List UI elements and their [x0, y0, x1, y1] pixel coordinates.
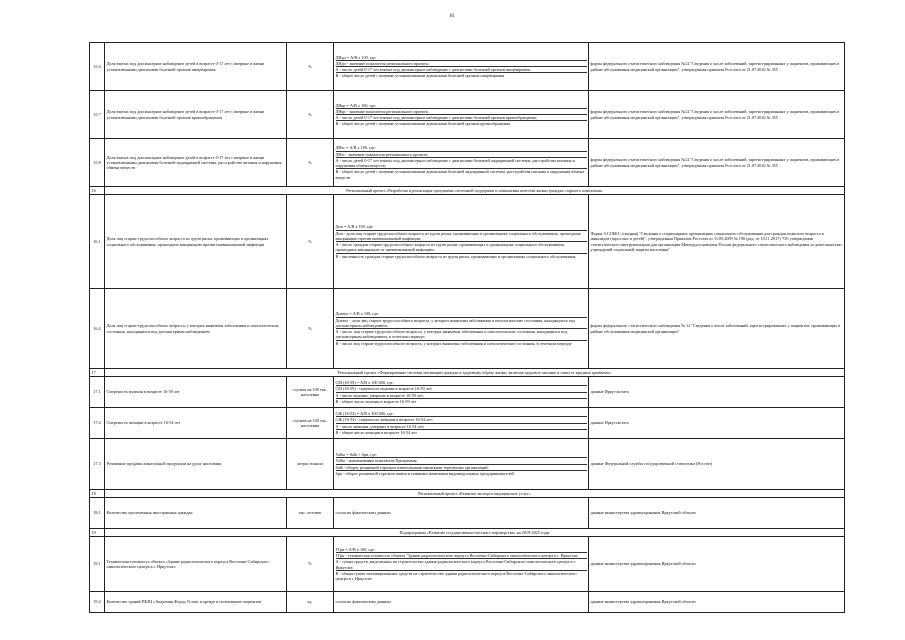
indicator-formula [334, 43, 589, 91]
indicator-unit: % [287, 139, 334, 187]
section-number: 19 [90, 529, 105, 537]
indicator-formula [334, 289, 589, 369]
section-title: Подпрограмма «Развитие государственно-частного партнерства» на 2019-2025 годы [105, 529, 845, 537]
row-number: 17.3 [90, 439, 105, 490]
formula-line: ТГрк - техническая готовность объекта "Здание радиологического корпуса Восточно-Сибирского онкологического центра в г. Иркутске; [336, 552, 587, 558]
table-row [90, 195, 845, 289]
indicators-table [89, 42, 845, 613]
data-source: данные Иркутскстата [589, 408, 845, 439]
formula-line: В - общее число женщин в возрасте 16-54 лет [336, 429, 587, 435]
indicator-unit: % [287, 195, 334, 289]
formula-line: Spn - оборот розничной торговли пивом и пивными напитками индивидуальных предпринимателей [336, 470, 587, 476]
table-row [90, 377, 845, 408]
section-number: 18 [90, 490, 105, 498]
row-number: 15.6 [90, 43, 105, 91]
indicator-unit: % [287, 289, 334, 369]
data-source: форма федерального статистического наблюдения №12 "Сведения о числе заболеваний, зарегистрированных у пациентов, проживающих в районе обслуживания медицинской организации", утвержденная приказом Росстата от 21.07.2016 № 355 [589, 91, 845, 139]
indicator-formula [334, 195, 589, 289]
indicator-formula [334, 139, 589, 187]
table-row [90, 408, 845, 439]
indicator-formula [334, 498, 589, 529]
data-source: форма федерального статистического наблюдения № 12 "Сведения о числе заболеваний, зарегистрированных у пациентов, проживающих в районе обслуживания медицинской организации" [589, 289, 845, 369]
page-number: 81 [450, 14, 455, 19]
formula-line: ДНдп - значение показателя регионального проекта; [336, 60, 587, 66]
indicator-name: Смертность женщин в возрасте 16-54 лет [105, 408, 287, 439]
formula-line: А - число детей 0-17 лет взятых под диспансерное наблюдение с диагнозами болезней эндокринной системы, расстройства питания и нарушения обмена веществ; [336, 157, 587, 169]
formula-line: согласно фактическим данным [335, 599, 391, 605]
section-number: 16 [90, 187, 105, 195]
section-title: Региональный проект «Формирование системы мотивации граждан к здоровому образу жизни, включая здоровое питание и отказ от вредных привычек» [105, 369, 845, 377]
formula-line: А - число граждан старше трудоспособного возраста из групп риска, проживающих в организациях социального обслуживания, прошедших вакцинацию от пневмококковой инфекции; [336, 241, 587, 253]
indicator-name: Доля лиц старше трудоспособного возраста, у которых выявлены заболевания и патологические состояния, находящихся под диспансерным наблюдением [105, 289, 287, 369]
table-row [90, 439, 845, 490]
section-row [90, 369, 845, 377]
row-number: 18.1 [90, 498, 105, 529]
indicator-name: Доля взятых под диспансерное наблюдение детей в возрасте 0-17 лет с впервые в жизни установленными диагнозами болезней органов кровообращения [105, 91, 287, 139]
row-number: 17.1 [90, 377, 105, 408]
indicator-name: Количество зданий ПБЗЦ «Академик Федор Углов» в аренде и пользование пациентов [105, 592, 287, 613]
indicator-name: Количество пролеченных иностранных граждан [105, 498, 287, 529]
row-number: 15.8 [90, 139, 105, 187]
indicator-unit: % [287, 537, 334, 592]
formula-line: В - общая сумма запланированных средств на строительство здания радиологического корпуса Восточно-Сибирского онкологического центра в г. Иркутске [336, 570, 587, 582]
indicator-unit: тыс. человек [287, 498, 334, 529]
indicator-unit: случаев на 100 тыс. населения [287, 408, 334, 439]
data-source: форма федерального статистического наблюдения №12 "Сведения о числе заболеваний, зарегистрированных у пациентов, проживающих в районе обслуживания медицинской организации", утвержденная приказом Росстата от 21.07.2016 № 355 [589, 139, 845, 187]
section-row [90, 490, 845, 498]
formula-line: А - число женщин, умерших в возрасте 16-54 лет; [336, 423, 587, 429]
formula-line: Дпп = А/В х 100, где: [335, 224, 374, 230]
table-row [90, 91, 845, 139]
indicator-unit: литры этанола [287, 439, 334, 490]
indicator-formula [334, 377, 589, 408]
row-number: 15.7 [90, 91, 105, 139]
formula-line: ДНкр = А/В х 100, где: [335, 102, 377, 108]
indicator-formula [334, 537, 589, 592]
formula-line: ДНкр - значение показателя регионального проекта; [336, 108, 587, 114]
section-title: Региональный проект «Разработка и реализация программы системной поддержки и повышения качества жизни граждан старшего поколения» [105, 187, 845, 195]
formula-line: А - сумма средств, выделенных на строительство здания радиологического корпуса Восточно-Сибирского онкологического центра в г. Иркутске; [336, 558, 587, 570]
formula-line: В - общее число детей с впервые установленными диагнозами болезней органов пищеварения [336, 72, 587, 78]
formula-line: А - число лиц старше трудоспособного возраста, у которых выявлены заболевания и патологические состояния, находящихся под диспансерным наблюдением, в отчетном периоде; [336, 328, 587, 340]
indicator-name: Техническая готовность объекта «Здание радиологического корпуса Восточно-Сибирского онкологического центра в г. Иркутске» [105, 537, 287, 592]
formula-line: В - численность граждан старше трудоспособного возраста из групп риска, проживающих в организациях социального обслуживания [336, 253, 587, 259]
formula-line: Valko - наименование показателя Программы; [336, 457, 587, 463]
formula-line: А - число мужчин, умерших в возрасте 16-59 лет; [336, 392, 587, 398]
formula-line: В - число лиц старше трудоспособного возраста, у которых выявлены заболевания и патологические состояния, в отчетном периоде [336, 340, 587, 346]
formula-line: ТГрк = А/В х 100, где: [335, 546, 376, 552]
formula-line: Valko = Salk + Spn, где: [335, 452, 377, 457]
table-row [90, 592, 845, 613]
data-source: данные Федеральной службы государственной статистики (Росстат) [589, 439, 845, 490]
data-source: данные министерства здравоохранения Иркутской области [589, 498, 845, 529]
table-row [90, 139, 845, 187]
formula-line: СМ (16-59) = А/В х 100 000, где: [335, 380, 394, 385]
indicator-formula [334, 91, 589, 139]
indicator-formula [334, 592, 589, 613]
row-number: 16.1 [90, 195, 105, 289]
formula-line: СЖ (16-54) = А/В х 100 000, где: [335, 411, 394, 416]
section-title: Региональный проект «Развитие экспорта медицинских услуг» [105, 490, 845, 498]
row-number: 19.2 [90, 592, 105, 613]
data-source: форма федерального статистического наблюдения №12 "Сведения о числе заболеваний, зарегистрированных у пациентов, проживающих в районе обслуживания медицинской организации", утвержденная приказом Росстата от 21.07.2016 № 355 [589, 43, 845, 91]
formula-line: ДНэс - значение показателя регионального проекта; [336, 151, 587, 157]
data-source: Форма 3-СОБЕС (сводная) "Сведения о стационарных организациях социального обслуживания для граждан пожилого возраста и инвалидов (взрослых и детей)", утвержденная Приказом Росстата от 11.09.2009 № 196 (ред. от 10.11.2017) "Об утверждении статистического инструментария для организации Минтрудсоцзащиты России федерального статистического наблюдения за деятельностью учреждений социальной защиты населения" [589, 195, 845, 289]
section-number: 17 [90, 369, 105, 377]
table-row [90, 289, 845, 369]
formula-line: Дпатол - доля лиц старше трудоспособного возраста, у которых выявлены заболевания и патологические состояния, находящихся под диспансерным наблюдением; [336, 317, 587, 329]
formula-line: А - число детей 0-17 лет взятых под диспансерное наблюдение с диагнозами болезней органов пищеварения; [336, 66, 587, 72]
formula-line: СМ (16-59) - смертность мужчин в возрасте 16-59 лет; [336, 385, 587, 391]
formula-line: А - число детей 0-17 лет взятых под диспансерное наблюдение с диагнозами болезней органов кровообращения; [336, 114, 587, 120]
row-number: 19.1 [90, 537, 105, 592]
indicator-name: Доля взятых под диспансерное наблюдение детей в возрасте 0-17 лет с впервые в жизни установленными диагнозами болезней органов пищеварения [105, 43, 287, 91]
formula-line: Salk - оборот розничной торговли алкогольными напитками торгующих организаций; [336, 464, 587, 470]
indicator-unit: % [287, 43, 334, 91]
formula-line: В - общее число мужчин в возрасте 16-59 лет [336, 398, 587, 404]
indicator-formula [334, 408, 589, 439]
table-row [90, 43, 845, 91]
data-source: данные министерства здравоохранения Иркутской области [589, 592, 845, 613]
formula-line: СЖ (16-54) - смертность женщин в возрасте 16-54 лет; [336, 416, 587, 422]
data-source: данные Иркутскстата [589, 377, 845, 408]
formula-line: ДНдп = А/В х 100, где: [335, 54, 377, 60]
row-number: 16.2 [90, 289, 105, 369]
indicator-name: Смертность мужчин в возрасте 16-59 лет [105, 377, 287, 408]
indicator-unit: ед. [287, 592, 334, 613]
row-number: 17.2 [90, 408, 105, 439]
indicator-name: Розничные продажи алкогольной продукции на душу населения [105, 439, 287, 490]
section-row [90, 529, 845, 537]
formula-line: согласно фактическим данным [335, 510, 391, 516]
formula-line: Дпатол = А/В х 100, где: [335, 311, 379, 317]
formula-line: ДНэс = А/В х 100, где: [335, 145, 376, 151]
indicator-name: Доля взятых под диспансерное наблюдение детей в возрасте 0-17 лет с впервые в жизни установленными диагнозами болезней эндокринной системы, расстройства питания и нарушения обмена веществ [105, 139, 287, 187]
formula-line: В - общее число детей с впервые установленными диагнозами болезней органов кровообращения [336, 120, 587, 126]
indicator-name: Доля лиц старше трудоспособного возраста из групп риска, проживающих в организациях социального обслуживания, прошедших вакцинацию против пневмококковой инфекции [105, 195, 287, 289]
data-source: данные министерства здравоохранения Иркутской области [589, 537, 845, 592]
indicator-unit: % [287, 91, 334, 139]
formula-line: В - общее число детей с впервые установленными диагнозами болезней эндокринной системы, расстройства питания и нарушения обмена веществ [336, 168, 587, 180]
indicator-unit: случаев на 100 тыс. населения [287, 377, 334, 408]
indicator-formula [334, 439, 589, 490]
table-row [90, 537, 845, 592]
section-row [90, 187, 845, 195]
table-row [90, 498, 845, 529]
formula-line: Дпп - доля лиц старше трудоспособного возраста из групп риска, проживающих в организациях социального обслуживания, прошедших вакцинацию против пневмококковой инфекции; [336, 230, 587, 242]
